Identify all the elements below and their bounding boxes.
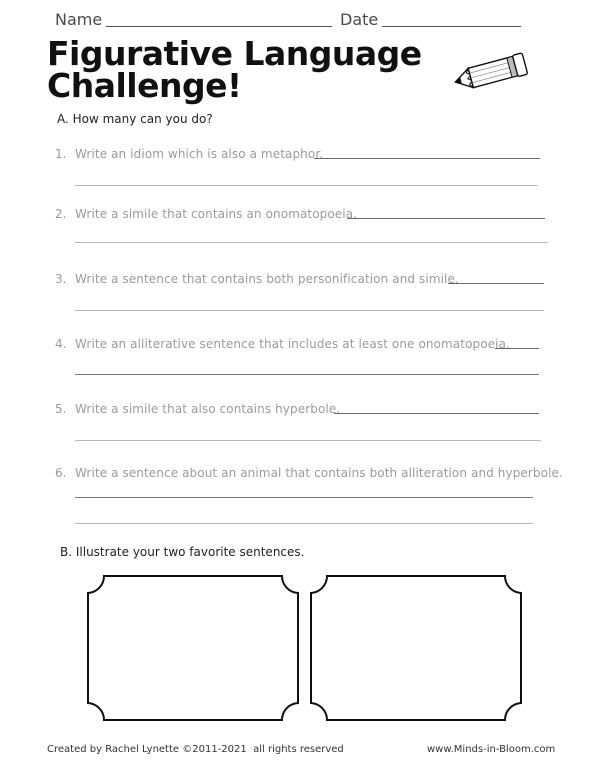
answer-line[interactable]	[495, 348, 539, 349]
name-field[interactable]	[106, 26, 332, 27]
answer-line[interactable]	[75, 523, 533, 524]
question-number: 1.	[55, 147, 67, 161]
question-number: 3.	[55, 272, 67, 286]
answer-line[interactable]	[75, 310, 544, 311]
answer-line[interactable]	[448, 283, 544, 284]
footer-website[interactable]: www.Minds-in-Bloom.com	[427, 744, 556, 755]
question-number: 6.	[55, 466, 67, 480]
answer-line[interactable]	[314, 158, 540, 159]
answer-line[interactable]	[75, 497, 533, 498]
answer-line[interactable]	[75, 185, 538, 186]
footer-copyright: Created by Rachel Lynette ©2011-2021 all rights reserved	[47, 744, 344, 755]
name-label: Name	[55, 10, 103, 29]
question-text: Write a sentence about an animal that contains both alliteration and hyperbole.	[75, 466, 563, 480]
illustration-box[interactable]	[309, 574, 523, 722]
answer-line[interactable]	[75, 374, 539, 375]
question-text: Write an idiom which is also a metaphor.	[75, 147, 324, 161]
question-number: 4.	[55, 337, 67, 351]
pencil-icon	[448, 48, 538, 96]
question-text: Write a simile that also contains hyperbole.	[75, 402, 341, 416]
question-text: Write an alliterative sentence that includes at least one onomatopoeia.	[75, 337, 510, 351]
date-label: Date	[340, 10, 379, 29]
question-text: Write a sentence that contains both personification and simile.	[75, 272, 459, 286]
section-a-heading: A. How many can you do?	[57, 112, 213, 126]
answer-line[interactable]	[75, 440, 541, 441]
page-title-line1: Figurative Language	[47, 34, 422, 73]
question-text: Write a simile that contains an onomatopoeia.	[75, 207, 358, 221]
question-number: 2.	[55, 207, 67, 221]
date-field[interactable]	[382, 26, 521, 27]
answer-line[interactable]	[347, 218, 545, 219]
section-b-heading: B. Illustrate your two favorite sentences.	[60, 545, 305, 559]
illustration-box[interactable]	[86, 574, 300, 722]
page-title-line2: Challenge!	[47, 66, 242, 105]
question-number: 5.	[55, 402, 67, 416]
answer-line[interactable]	[334, 413, 539, 414]
answer-line[interactable]	[75, 242, 548, 243]
